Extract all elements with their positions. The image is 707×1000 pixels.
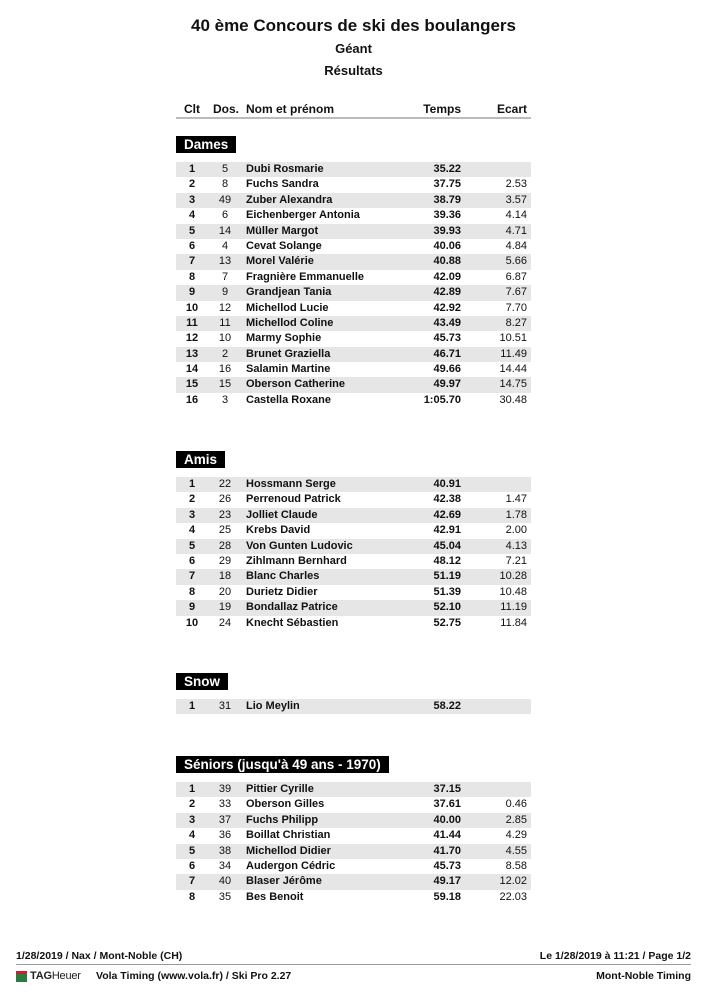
- rank-cell: 16: [185, 393, 199, 406]
- bib-cell: 25: [218, 524, 232, 537]
- gap-cell: 4.71: [505, 224, 527, 237]
- rank-cell: 8: [188, 270, 196, 283]
- time-cell: 40.00: [433, 813, 461, 826]
- bib-cell: 6: [221, 209, 229, 222]
- gap-cell: 10.48: [499, 585, 527, 598]
- gap-cell: 1.47: [505, 493, 527, 506]
- bib-cell: 28: [218, 539, 232, 552]
- footer-software: Vola Timing (www.vola.fr) / Ski Pro 2.27: [96, 970, 292, 982]
- gap-cell: 7.70: [505, 301, 527, 314]
- rank-cell: 3: [188, 813, 196, 826]
- bib-cell: 16: [218, 363, 232, 376]
- table-row: [176, 208, 531, 223]
- col-dos: Dos.: [213, 102, 240, 116]
- table-row: [176, 316, 531, 331]
- time-cell: 37.61: [433, 798, 461, 811]
- name-cell: Fuchs Sandra: [246, 178, 319, 191]
- column-header: [176, 101, 531, 119]
- rank-cell: 1: [188, 163, 196, 175]
- time-cell: 40.06: [433, 239, 461, 252]
- rank-cell: 8: [188, 890, 196, 903]
- name-cell: Von Gunten Ludovic: [246, 539, 353, 552]
- name-cell: Fuchs Philipp: [246, 813, 319, 826]
- rank-cell: 10: [185, 616, 199, 629]
- rank-cell: 3: [188, 508, 196, 521]
- bib-cell: 40: [218, 875, 232, 888]
- gap-cell: 3.57: [505, 193, 527, 206]
- rank-cell: 2: [188, 798, 196, 811]
- table-row: [176, 347, 531, 362]
- name-cell: Salamin Martine: [246, 363, 331, 376]
- name-cell: Jolliet Claude: [246, 508, 318, 521]
- rank-cell: 12: [185, 332, 199, 345]
- category-seniors: [176, 756, 531, 905]
- time-cell: 35.22: [433, 163, 461, 175]
- table-row: [176, 797, 531, 812]
- time-cell: 42.38: [433, 493, 461, 506]
- table-row: [176, 301, 531, 316]
- rank-cell: 4: [188, 829, 196, 842]
- gap-cell: 14.44: [499, 363, 527, 376]
- bib-cell: 5: [221, 163, 229, 175]
- time-cell: 49.97: [433, 378, 461, 391]
- table-row: [176, 331, 531, 346]
- table-row: [176, 177, 531, 192]
- time-cell: 41.70: [433, 844, 461, 857]
- time-cell: 38.79: [433, 193, 461, 206]
- bib-cell: 29: [218, 554, 232, 567]
- footer-print-page: Le 1/28/2019 à 11:21 / Page 1/2: [539, 950, 691, 962]
- results-heading: Résultats: [324, 63, 383, 78]
- gap-cell: 0.46: [505, 798, 527, 811]
- bib-cell: 8: [221, 178, 229, 191]
- name-cell: Oberson Gilles: [246, 798, 325, 811]
- rank-cell: 5: [188, 539, 196, 552]
- table-row: [176, 874, 531, 889]
- bib-cell: 15: [218, 378, 232, 391]
- gap-cell: 6.87: [505, 270, 527, 283]
- rank-cell: 7: [188, 570, 196, 583]
- table-row: [176, 585, 531, 600]
- time-cell: 40.91: [433, 478, 461, 490]
- name-cell: Zuber Alexandra: [246, 193, 333, 206]
- rank-cell: 11: [186, 316, 198, 329]
- table-row: [176, 523, 531, 538]
- gap-cell: 4.14: [505, 209, 527, 222]
- bib-cell: 34: [218, 859, 232, 872]
- name-cell: Castella Roxane: [246, 393, 331, 406]
- rank-cell: 15: [185, 378, 199, 391]
- bib-cell: 11: [219, 316, 231, 329]
- tagheuer-logo: [16, 968, 81, 984]
- table-row: [176, 162, 531, 177]
- rank-cell: 2: [188, 493, 196, 506]
- name-cell: Blanc Charles: [246, 570, 320, 583]
- time-cell: 52.10: [433, 601, 461, 614]
- time-cell: 52.75: [433, 616, 461, 629]
- rank-cell: 5: [188, 224, 196, 237]
- rank-cell: 6: [188, 554, 196, 567]
- bib-cell: 24: [218, 616, 232, 629]
- table-row: [176, 393, 531, 408]
- table-row: [176, 569, 531, 584]
- bib-cell: 23: [218, 508, 232, 521]
- time-cell: 42.89: [433, 286, 461, 299]
- rank-cell: 9: [188, 601, 196, 614]
- table-row: [176, 890, 531, 905]
- name-cell: Boillat Christian: [246, 829, 331, 842]
- table-row: [176, 239, 531, 254]
- name-cell: Zihlmann Bernhard: [246, 554, 347, 567]
- logo-tag: TAG: [30, 970, 52, 982]
- gap-cell: 12.02: [499, 875, 527, 888]
- time-cell: 45.04: [433, 539, 461, 552]
- time-cell: 49.17: [433, 875, 461, 888]
- gap-cell: 1.78: [505, 508, 527, 521]
- time-cell: 51.19: [433, 570, 461, 583]
- name-cell: Pittier Cyrille: [246, 783, 314, 795]
- bib-cell: 9: [221, 286, 229, 299]
- gap-cell: 4.84: [505, 239, 527, 252]
- rank-cell: 14: [185, 363, 199, 376]
- name-cell: Bondallaz Patrice: [246, 601, 338, 614]
- rank-cell: 1: [188, 783, 196, 795]
- table-row: [176, 492, 531, 507]
- name-cell: Lio Meylin: [246, 700, 300, 712]
- gap-cell: 11.84: [500, 616, 527, 629]
- bib-cell: 3: [221, 393, 229, 406]
- bib-cell: 37: [218, 813, 232, 826]
- name-cell: Perrenoud Patrick: [246, 493, 341, 506]
- table-row: [176, 508, 531, 523]
- rank-cell: 5: [188, 844, 196, 857]
- table-row: [176, 813, 531, 828]
- bib-cell: 10: [218, 332, 232, 345]
- table-row: [176, 193, 531, 208]
- category-amis: [176, 451, 531, 631]
- name-cell: Knecht Sébastien: [246, 616, 339, 629]
- name-cell: Brunet Graziella: [246, 347, 331, 360]
- logo-heuer: Heuer: [51, 970, 81, 982]
- bib-cell: 20: [218, 585, 232, 598]
- footer-date-location: 1/28/2019 / Nax / Mont-Noble (CH): [16, 950, 183, 962]
- rank-cell: 13: [185, 347, 199, 360]
- bib-cell: 14: [218, 224, 232, 237]
- table-row: [176, 600, 531, 615]
- category-label: Amis: [176, 451, 225, 468]
- gap-cell: 8.27: [505, 316, 527, 329]
- name-cell: Fragnière Emmanuelle: [246, 270, 364, 283]
- gap-cell: 8.58: [505, 859, 527, 872]
- time-cell: 59.18: [433, 890, 461, 903]
- bib-cell: 33: [218, 798, 232, 811]
- name-cell: Michellod Coline: [246, 316, 334, 329]
- gap-cell: 2.00: [505, 524, 527, 537]
- name-cell: Audergon Cédric: [246, 859, 336, 872]
- table-row: [176, 859, 531, 874]
- gap-cell: 14.75: [499, 378, 527, 391]
- rank-cell: 10: [185, 301, 199, 314]
- name-cell: Michellod Lucie: [246, 301, 329, 314]
- gap-cell: 10.28: [499, 570, 527, 583]
- name-cell: Hossmann Serge: [246, 478, 336, 490]
- gap-cell: 5.66: [505, 255, 527, 268]
- bib-cell: 4: [221, 239, 229, 252]
- rank-cell: 6: [188, 859, 196, 872]
- gap-cell: 4.55: [505, 844, 527, 857]
- rank-cell: 6: [188, 239, 196, 252]
- bib-cell: 49: [218, 193, 232, 206]
- gap-cell: 4.13: [505, 539, 527, 552]
- gap-cell: 30.48: [499, 393, 527, 406]
- name-cell: Oberson Catherine: [246, 378, 346, 391]
- rank-cell: 7: [188, 875, 196, 888]
- name-cell: Morel Valérie: [246, 255, 314, 268]
- name-cell: Müller Margot: [246, 224, 319, 237]
- results-table: [176, 477, 531, 631]
- name-cell: Krebs David: [246, 524, 311, 537]
- category-label: Snow: [176, 673, 228, 690]
- time-cell: 46.71: [433, 347, 461, 360]
- rank-cell: 4: [188, 209, 196, 222]
- footer-organizer: Mont-Noble Timing: [596, 970, 691, 982]
- gap-cell: 2.53: [505, 178, 527, 191]
- time-cell: 51.39: [433, 585, 461, 598]
- rank-cell: 1: [188, 700, 196, 712]
- time-cell: 49.66: [433, 363, 461, 376]
- results-table: [176, 162, 531, 408]
- bib-cell: 22: [218, 478, 232, 490]
- bib-cell: 13: [218, 255, 232, 268]
- tagheuer-shield-icon: [16, 971, 27, 982]
- bib-cell: 12: [218, 301, 232, 314]
- time-cell: 58.22: [433, 700, 461, 712]
- bib-cell: 36: [218, 829, 232, 842]
- table-row: [176, 254, 531, 269]
- gap-cell: 7.21: [505, 554, 527, 567]
- bib-cell: 18: [218, 570, 232, 583]
- rank-cell: 7: [188, 255, 196, 268]
- footer-divider: [16, 964, 691, 965]
- category-label: Dames: [176, 136, 236, 153]
- col-ecart: Ecart: [496, 102, 527, 116]
- col-nom: Nom et prénom: [246, 102, 335, 116]
- bib-cell: 35: [218, 890, 232, 903]
- gap-cell: 7.67: [505, 286, 527, 299]
- time-cell: 45.73: [433, 332, 461, 345]
- time-cell: 1:05.70: [423, 393, 461, 406]
- time-cell: 45.73: [433, 859, 461, 872]
- bib-cell: 38: [218, 844, 232, 857]
- table-row: [176, 362, 531, 377]
- time-cell: 40.88: [433, 255, 461, 268]
- results-table: [176, 782, 531, 905]
- col-clt: Clt: [184, 102, 200, 116]
- time-cell: 41.44: [433, 829, 461, 842]
- table-row: [176, 377, 531, 392]
- bib-cell: 31: [218, 700, 232, 712]
- name-cell: Cevat Solange: [246, 239, 322, 252]
- rank-cell: 4: [188, 524, 196, 537]
- category-label: Séniors (jusqu'à 49 ans - 1970): [176, 756, 389, 773]
- rank-cell: 1: [188, 478, 196, 490]
- race-type: Géant: [335, 41, 372, 56]
- name-cell: Durietz Didier: [246, 585, 318, 598]
- table-row: [176, 828, 531, 843]
- table-row: [176, 285, 531, 300]
- table-row: [176, 782, 531, 797]
- time-cell: 42.09: [433, 270, 461, 283]
- table-row: [176, 554, 531, 569]
- time-cell: 42.91: [433, 524, 461, 537]
- gap-cell: 11.49: [500, 347, 527, 360]
- rank-cell: 9: [188, 286, 196, 299]
- bib-cell: 7: [221, 270, 229, 283]
- results-table: [176, 699, 531, 714]
- table-row: [176, 616, 531, 631]
- table-row: [176, 270, 531, 285]
- category-dames: [176, 136, 531, 408]
- time-cell: 37.75: [433, 178, 461, 191]
- table-row: [176, 477, 531, 492]
- document-title: 40 ème Concours de ski des boulangers: [190, 16, 516, 35]
- table-row: [176, 539, 531, 554]
- table-row: [176, 224, 531, 239]
- gap-cell: 22.03: [499, 890, 527, 903]
- time-cell: 43.49: [433, 316, 461, 329]
- name-cell: Bes Benoit: [246, 890, 304, 903]
- rank-cell: 2: [188, 178, 196, 191]
- name-cell: Grandjean Tania: [246, 286, 332, 299]
- name-cell: Eichenberger Antonia: [246, 209, 360, 222]
- gap-cell: 2.85: [505, 813, 527, 826]
- rank-cell: 8: [188, 585, 196, 598]
- name-cell: Blaser Jérôme: [246, 875, 322, 888]
- bib-cell: 26: [218, 493, 232, 506]
- time-cell: 39.93: [433, 224, 461, 237]
- table-row: [176, 699, 531, 714]
- category-snow: [176, 673, 531, 714]
- bib-cell: 19: [218, 601, 232, 614]
- name-cell: Michellod Didier: [246, 844, 331, 857]
- table-row: [176, 844, 531, 859]
- name-cell: Marmy Sophie: [246, 332, 322, 345]
- bib-cell: 39: [218, 783, 232, 795]
- name-cell: Dubi Rosmarie: [246, 163, 324, 175]
- time-cell: 42.69: [433, 508, 461, 521]
- gap-cell: 11.19: [500, 601, 527, 614]
- time-cell: 42.92: [433, 301, 461, 314]
- bib-cell: 2: [221, 347, 229, 360]
- time-cell: 39.36: [433, 209, 461, 222]
- time-cell: 37.15: [433, 783, 461, 795]
- gap-cell: 4.29: [505, 829, 527, 842]
- rank-cell: 3: [188, 193, 196, 206]
- col-temps: Temps: [423, 102, 461, 116]
- gap-cell: 10.51: [499, 332, 527, 345]
- time-cell: 48.12: [433, 554, 461, 567]
